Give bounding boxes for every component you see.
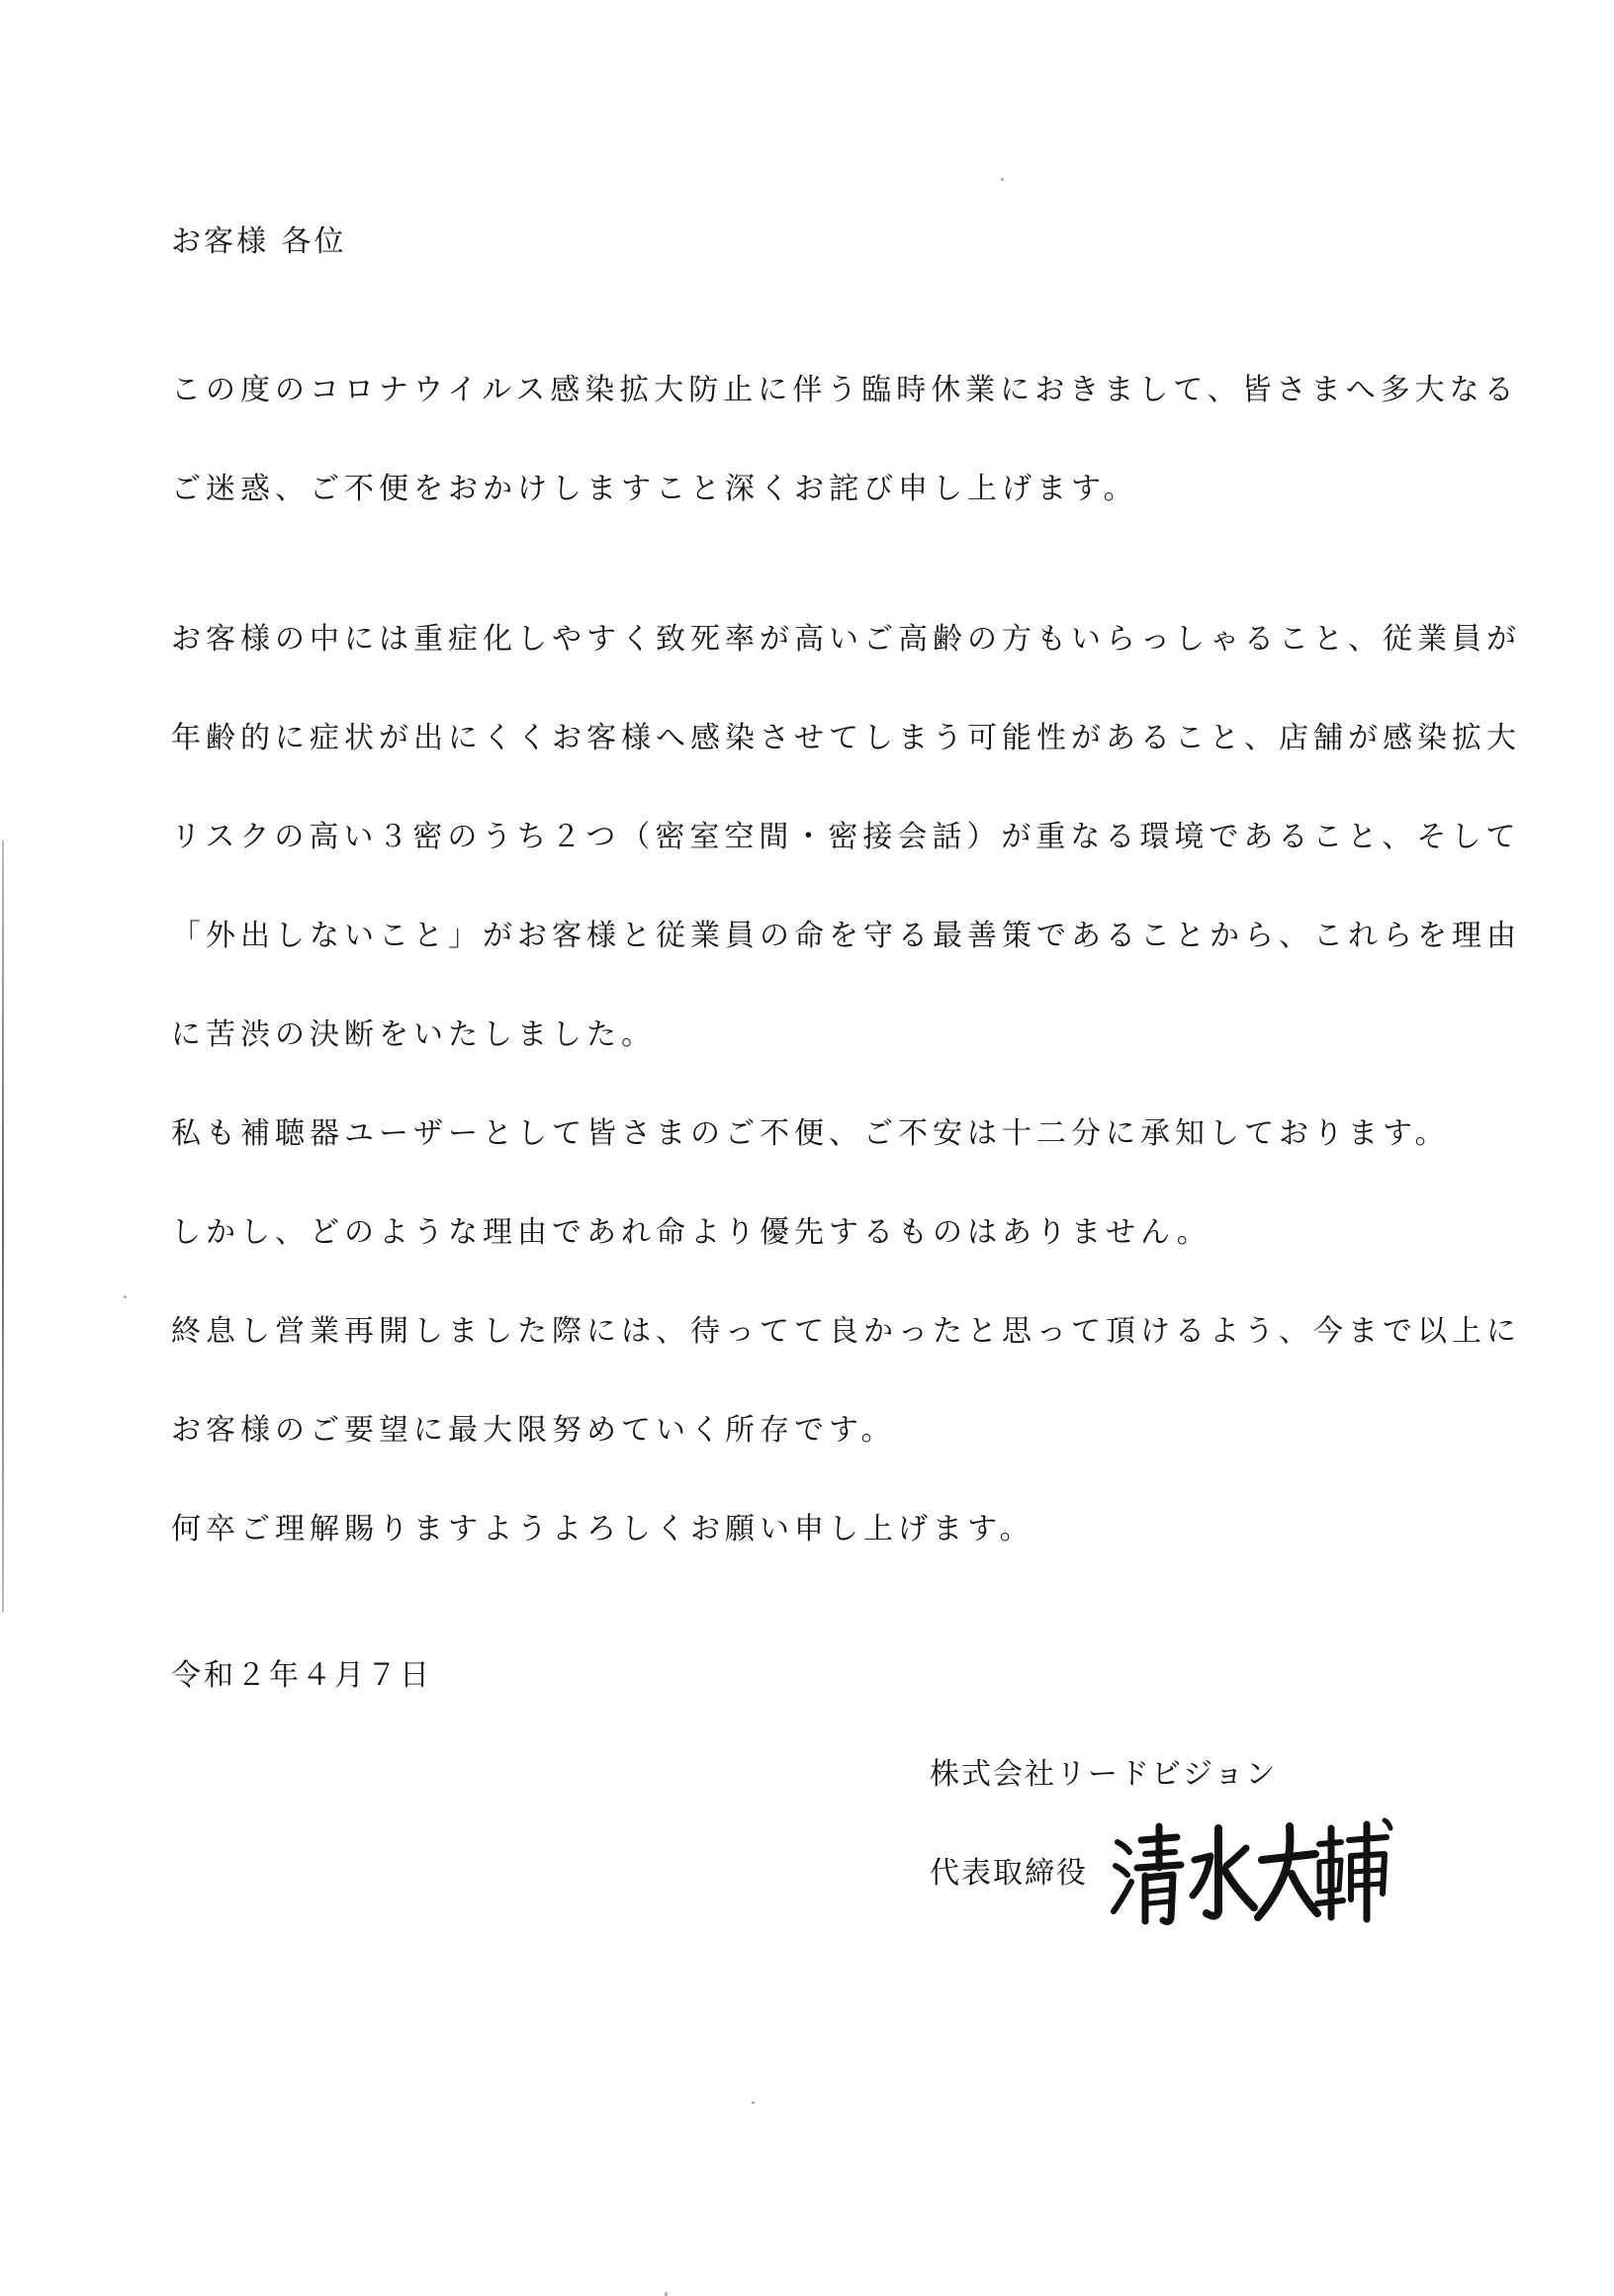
salutation: お客様 各位: [171, 224, 347, 259]
representative-title: 代表取締役: [930, 1856, 1088, 1891]
body-line: ご迷惑、ご不便をおかけしますこと深くお詫び申し上げます。: [171, 472, 1138, 506]
scan-speck: [752, 2101, 755, 2104]
body-line: しかし、どのような理由であれ命より優先するものはありません。: [171, 1215, 1211, 1250]
body-line: リスクの高い３密のうち２つ（密室空間・密接会話）が重なる環境であること、そして: [171, 820, 1521, 854]
scan-speck: [1001, 178, 1004, 181]
scan-edge-mark: [2, 840, 4, 1612]
closing-line: 何卒ご理解賜りますようよろしくお願い申し上げます。: [171, 1512, 1034, 1546]
body-line: に苦渋の決断をいたしました。: [171, 1017, 656, 1052]
handwritten-signature: [1108, 1814, 1394, 1933]
letter-date: 令和２年４月７日: [171, 1658, 432, 1693]
scan-speck: [665, 2292, 668, 2296]
body-line: お客様の中には重症化しやすく致死率が高いご高齢の方もいらっしゃること、従業員が: [171, 622, 1521, 657]
body-line: 「外出しないこと」がお客様と従業員の命を守る最善策であることから、これらを理由: [171, 919, 1521, 953]
company-name: 株式会社リードビジョン: [930, 1757, 1278, 1792]
body-line: この度のコロナウイルス感染拡大防止に伴う臨時休業におきまして、皆さまへ多大なる: [171, 373, 1519, 407]
body-line: 私も補聴器ユーザーとして皆さまのご不便、ご不安は十二分に承知しております。: [171, 1116, 1450, 1151]
scan-speck: [124, 1295, 127, 1298]
body-line: お客様のご要望に最大限努めていく所存です。: [171, 1413, 896, 1448]
body-line: 終息し営業再開しました際には、待ってて良かったと思って頂けるよう、今まで以上に: [171, 1314, 1521, 1349]
body-line: 年齢的に症状が出にくくお客様へ感染させてしまう可能性があること、店舗が感染拡大: [171, 721, 1521, 755]
